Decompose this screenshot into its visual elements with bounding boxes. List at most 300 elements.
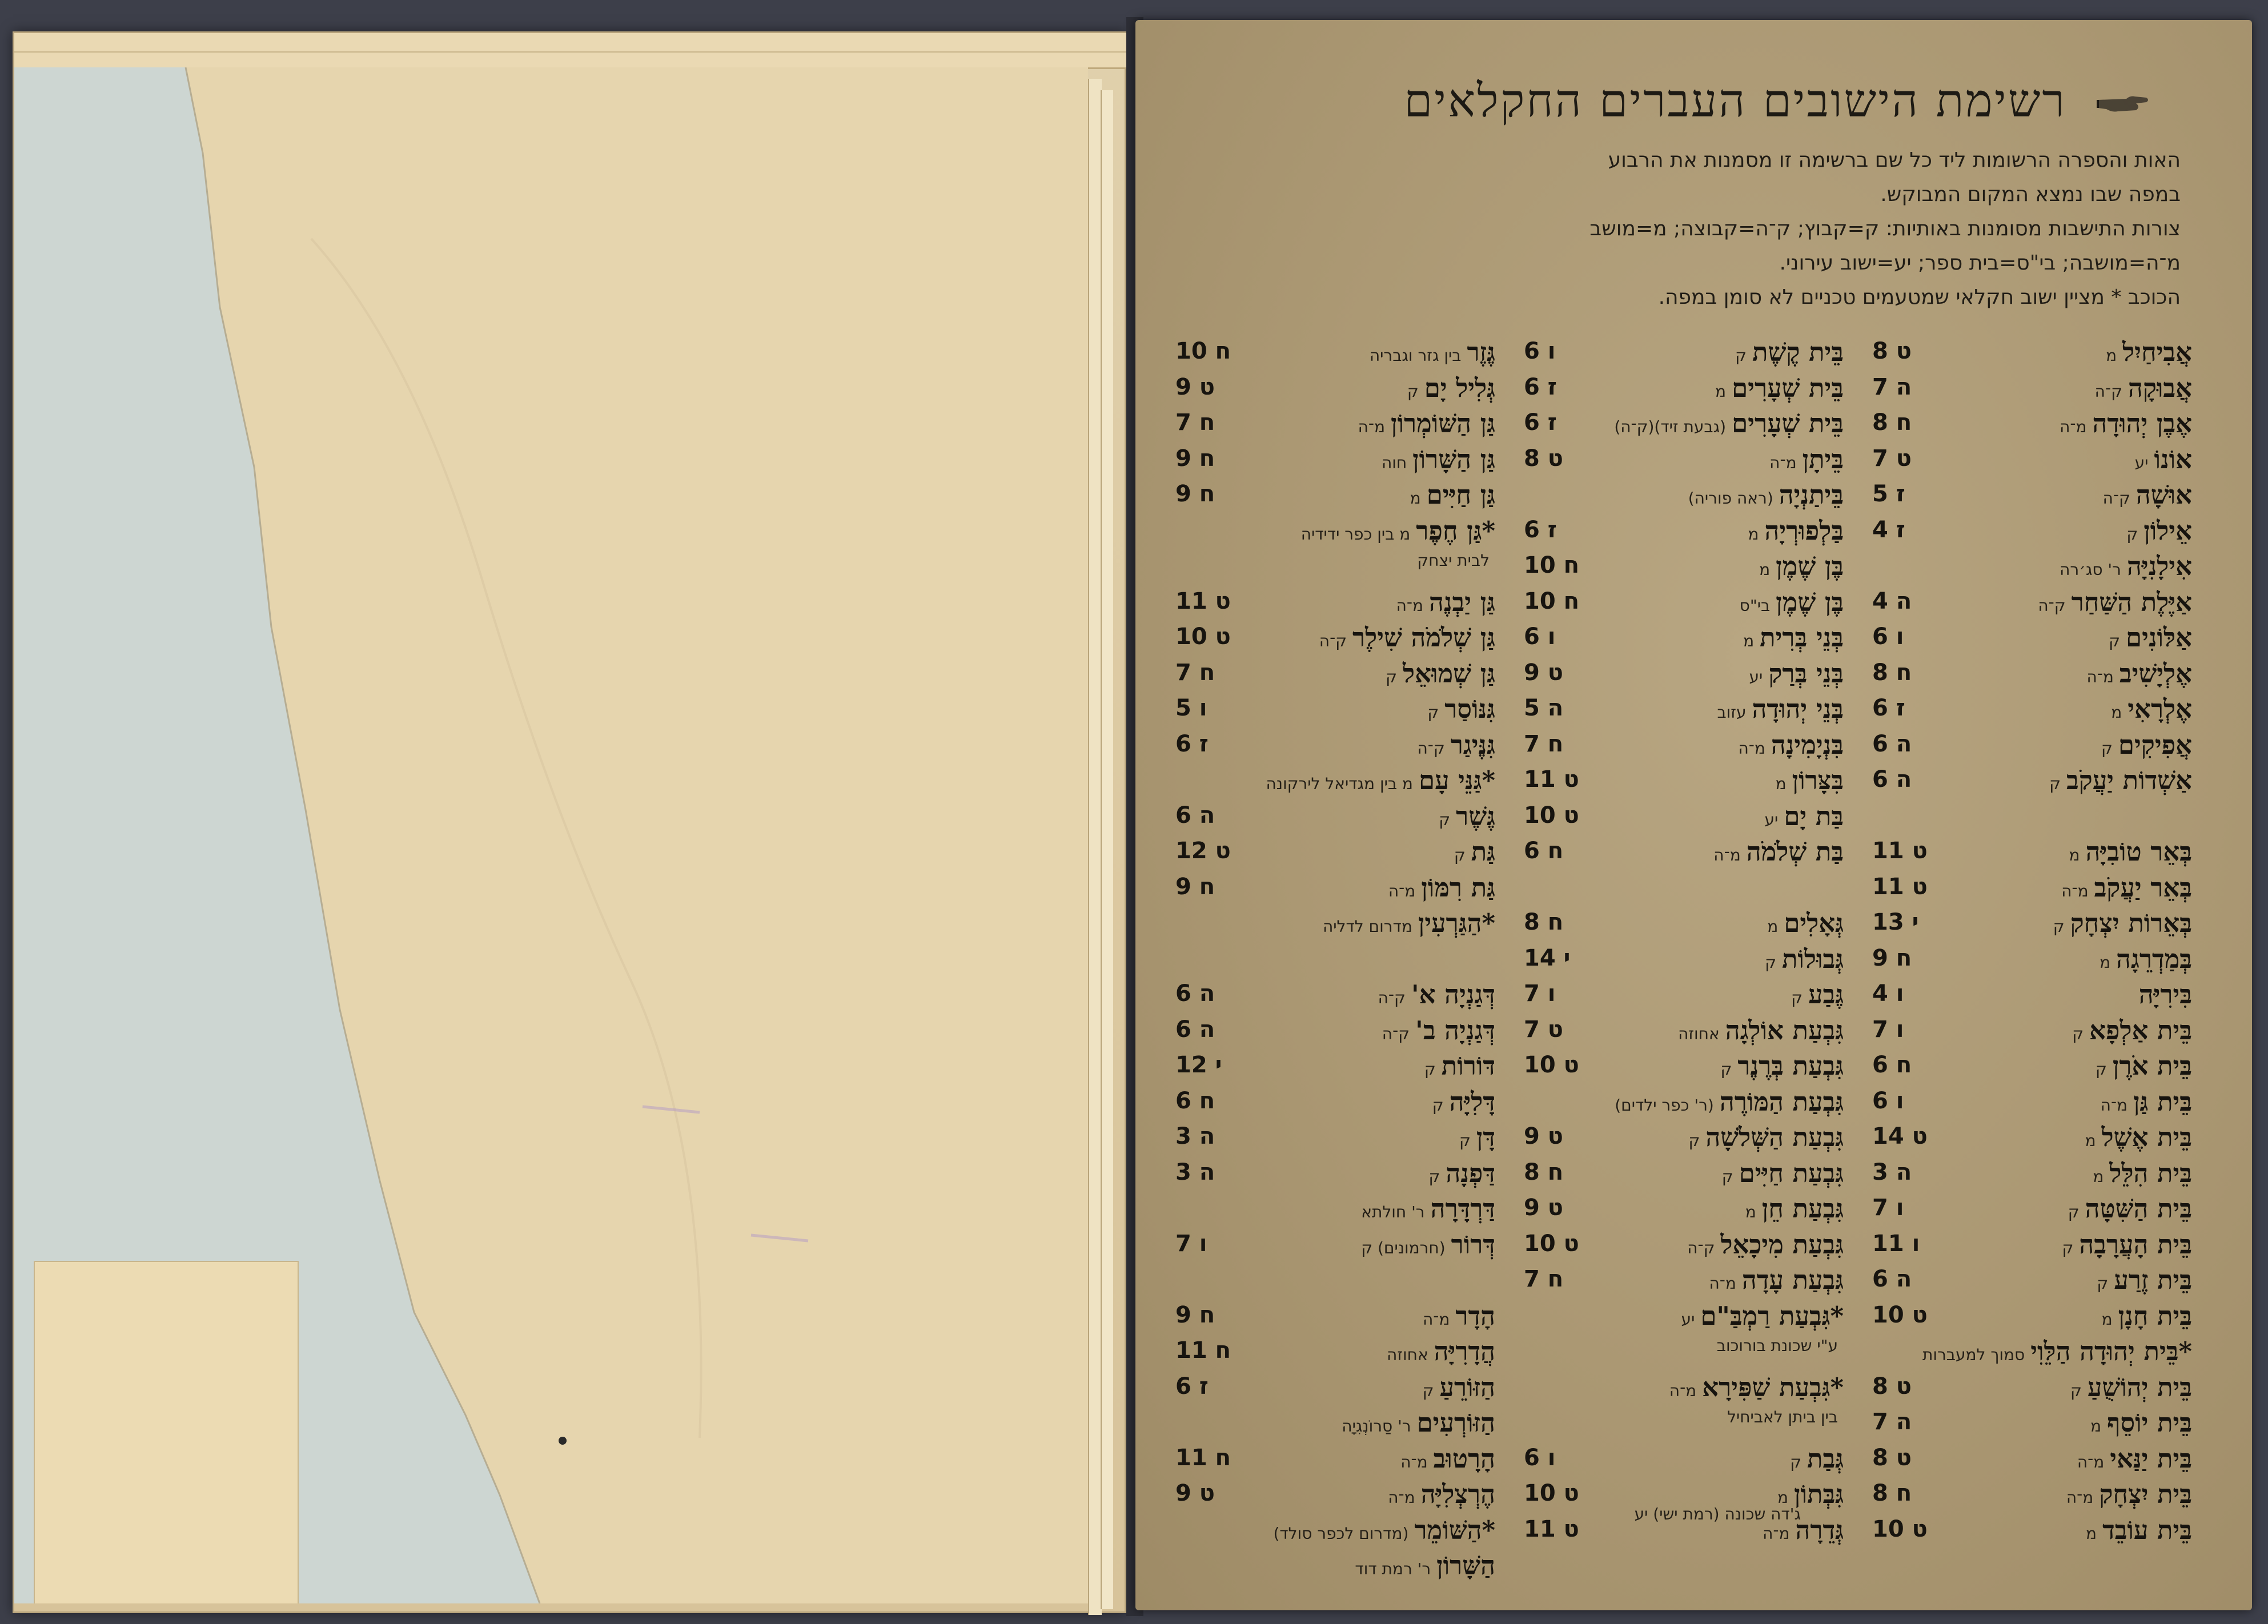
settlement-name-text: בֵּית יַנַּאי <box>2110 1443 2192 1474</box>
settlement-name <box>1427 694 1495 724</box>
settlement-entry <box>1524 1408 1844 1442</box>
settlement-entry <box>1175 908 1495 942</box>
settlement-name-text: גִּבְעַת הַמּוֹרֶה <box>1719 1086 1844 1117</box>
settlement-name <box>1765 801 1844 831</box>
settlement-entry <box>1872 408 2192 443</box>
settlement-name-text: בֶּן שֶׁמֶן <box>1776 586 1844 617</box>
grid-coordinate: ט 10 <box>1872 1516 1928 1542</box>
settlement-name <box>1417 551 1495 570</box>
settlement-name <box>2097 1265 2192 1295</box>
settlement-name <box>1749 658 1844 689</box>
settlement-name <box>1423 1372 1495 1402</box>
settlement-entry <box>1872 765 2192 799</box>
settlement-entry <box>1175 1444 1495 1478</box>
grid-coordinate: ט 11 <box>1175 588 1231 614</box>
settlement-name <box>1767 908 1844 938</box>
settlement-type-note: מדרום לדליה <box>1322 917 1412 936</box>
settlement-name <box>1428 1158 1495 1188</box>
grid-coordinate: ח 7 <box>1524 1266 1564 1292</box>
settlement-name-text: *הַשּׁוֹמֵר <box>1414 1514 1495 1545</box>
settlement-type-note: ק־ה <box>1382 1024 1410 1043</box>
grid-coordinate: ט 11 <box>1872 873 1928 900</box>
settlement-name <box>1669 1372 1844 1402</box>
settlement-entry <box>1175 1550 1495 1585</box>
settlement-name <box>1323 908 1495 938</box>
grid-coordinate: ז 4 <box>1872 516 1905 543</box>
settlement-name-text: דַּפְנָה <box>1446 1157 1495 1188</box>
settlement-entry <box>1175 873 1495 907</box>
settlement-entry <box>1872 1408 2192 1442</box>
settlement-type-note: ק <box>1791 988 1803 1007</box>
settlement-name-text: בְּנֵי בְּרִית <box>1760 622 1844 653</box>
grid-coordinate: ט 10 <box>1524 1480 1579 1506</box>
grid-coordinate: ז 6 <box>1524 409 1557 436</box>
settlement-name <box>1273 1515 1495 1545</box>
settlement-name-text: אֶלְיָשִׁיב <box>2119 658 2192 689</box>
settlement-name <box>2061 873 2192 903</box>
settlement-entry <box>1524 801 1844 835</box>
settlement-name-text: בֵּית שְׁעָרִים <box>1732 372 1844 403</box>
settlement-name <box>2049 765 2192 795</box>
settlement-entry <box>1175 1265 1495 1299</box>
settlement-name <box>2072 1015 2192 1046</box>
settlement-name-text: הַזּוֹרְעִים <box>1416 1408 1495 1438</box>
settlement-name-text: בֵּית קֶשֶׁת <box>1752 337 1844 367</box>
settlement-entry <box>1872 908 2192 942</box>
settlement-name-text: דָּלִיָּה <box>1449 1086 1495 1117</box>
settlement-entry <box>1175 1515 1495 1549</box>
settlement-entry <box>1524 658 1844 693</box>
settlement-type-note: יע <box>1749 667 1763 686</box>
settlement-type-note: ק <box>1427 703 1439 722</box>
settlement-list-page <box>1135 20 2252 1610</box>
grid-coordinate: ה 7 <box>1872 1409 1912 1435</box>
settlement-name-text: אֲבוּקָה <box>2127 372 2192 403</box>
settlement-name <box>1361 1193 1495 1224</box>
settlement-name-text: בֵּית אֶשֶׁל <box>2101 1122 2192 1152</box>
settlement-entry <box>1524 1229 1844 1264</box>
settlement-type-note: מ <box>2100 952 2111 972</box>
grid-coordinate: ו 7 <box>1524 980 1556 1007</box>
grid-coordinate: ו 6 <box>1872 624 1904 650</box>
settlement-type-note: ק <box>1765 952 1776 972</box>
settlement-name <box>2133 979 2192 1010</box>
settlement-name-text: גִּנֶּיגַר <box>1450 729 1495 760</box>
settlement-name-text: בֵּית יוֹסֵף <box>2107 1408 2192 1438</box>
settlement-type-note: מ <box>1767 917 1779 936</box>
settlement-type-note: ק־ה <box>1319 632 1347 650</box>
settlement-type-note: מ <box>2106 346 2117 365</box>
settlement-entry <box>1524 480 1844 514</box>
settlement-name <box>1740 587 1844 617</box>
settlement-type-note: ק <box>1721 1167 1733 1186</box>
settlement-name-text: אֵילוֹן <box>2143 515 2192 546</box>
settlement-entry <box>1872 1479 2192 1513</box>
settlement-type-note: מ־ה <box>1769 453 1797 472</box>
grid-coordinate: ט 11 <box>1872 838 1928 864</box>
settlement-entry <box>1872 1193 2192 1228</box>
settlement-name <box>1454 837 1495 867</box>
settlement-type-note: סמוך למעברות <box>1922 1345 2025 1364</box>
settlement-entry <box>1175 480 1495 514</box>
grid-coordinate: ט 10 <box>1524 802 1579 829</box>
settlement-type-note: מ־ה <box>1713 846 1741 865</box>
settlement-name <box>2086 658 2192 689</box>
settlement-type-note: (חרמונים) ק <box>1361 1238 1446 1257</box>
grid-coordinate: ז 6 <box>1175 730 1209 757</box>
settlement-type-note: (ראה פוריה) <box>1688 489 1773 508</box>
settlement-entry <box>1175 408 1495 443</box>
folded-map-back <box>13 31 1126 1613</box>
settlement-name-text: גִּבְעַת הַשְּׁלֹשָׁה <box>1705 1122 1844 1152</box>
settlement-type-note: ק <box>1790 1452 1802 1472</box>
settlement-entry <box>1872 551 2192 585</box>
settlement-name <box>1765 944 1844 974</box>
grid-coordinate: ו 7 <box>1175 1230 1207 1257</box>
grid-coordinate: ח 8 <box>1872 409 1912 436</box>
settlement-entry <box>1872 373 2192 407</box>
grid-coordinate: ח 8 <box>1524 1159 1564 1185</box>
settlement-name-text: גַּת <box>1471 837 1495 867</box>
grid-coordinate: ח 11 <box>1175 1444 1231 1471</box>
settlement-name-text: בֵּית אַלְפָא <box>2089 1015 2192 1046</box>
settlement-name <box>1417 730 1495 760</box>
settlement-name <box>1717 1336 1844 1355</box>
settlement-entry <box>1524 1122 1844 1156</box>
settlement-name-text: בֵּית הִלֵּל <box>2109 1157 2192 1188</box>
settlement-entry <box>1524 1444 1844 1478</box>
settlement-name-text: *בֵּית יְהוּדָה הַלֵּוִי <box>2030 1336 2192 1366</box>
settlement-name-text: הַזּוֹרֵעַ <box>1439 1372 1495 1402</box>
grid-coordinate: ח 9 <box>1175 1301 1215 1328</box>
settlement-type-note: ק <box>1735 346 1747 365</box>
settlement-type-note: ק <box>1439 810 1451 829</box>
settlement-name-text: דַּרְדָּרָה <box>1430 1193 1495 1224</box>
grid-coordinate: ז 5 <box>1872 481 1905 507</box>
settlement-name-text: בֵּית גַּן <box>2133 1086 2192 1117</box>
settlement-name-text: גַּן שְׁמוּאֵל <box>1403 658 1495 689</box>
settlement-type-note: מ־ה <box>2060 417 2087 436</box>
settlement-entry <box>1175 444 1495 479</box>
settlement-type-note: מ בין כפר ידידיה <box>1300 524 1411 544</box>
settlement-name-text: הֲדָרִיָּה <box>1434 1336 1495 1366</box>
grid-coordinate: ט 10 <box>1872 1301 1928 1328</box>
settlement-entry <box>1524 1301 1844 1335</box>
settlement-name-text: דְּגַנְיָה ב' <box>1415 1015 1495 1046</box>
settlement-name <box>2077 1444 2192 1474</box>
settlement-name-text: גְּאָלִים <box>1784 908 1844 938</box>
intro-line-4: מ־ה=מושבה; בי"ס=בית ספר; יע=ישוב עירוני. <box>1779 251 2181 275</box>
settlement-entry <box>1175 1158 1495 1192</box>
settlement-type-note: מ <box>1777 1488 1789 1507</box>
grid-coordinate: ה 4 <box>1872 588 1912 614</box>
settlement-name-text: גֶּבַע <box>1808 979 1844 1010</box>
grid-coordinate: ח 8 <box>1524 909 1564 935</box>
settlement-type-note: יע <box>1681 1309 1695 1329</box>
settlement-name-text: *גַּנֵּי עָם <box>1418 765 1495 795</box>
settlement-name-text: דָּן <box>1476 1122 1495 1152</box>
settlement-name-text: גְּדֵרָה <box>1795 1514 1844 1545</box>
settlement-name-text: גִּבְעַת חֵן <box>1761 1193 1844 1224</box>
settlement-name <box>2101 1087 2192 1117</box>
settlement-entry <box>1524 1015 1844 1050</box>
settlement-name <box>1776 765 1844 795</box>
settlement-name <box>1722 1158 1844 1188</box>
settlement-type-note: ק <box>1428 1167 1440 1186</box>
settlement-name-text: גִּבְעַת חַיִּים <box>1739 1157 1844 1188</box>
settlement-entry <box>1872 1515 2192 1549</box>
grid-coordinate: ט 9 <box>1524 1123 1563 1149</box>
settlement-name-text: בְּאֵר טוֹבִיָּה <box>2085 837 2192 867</box>
settlement-entry <box>1872 337 2192 371</box>
settlement-type-note: ק <box>1386 667 1398 686</box>
settlement-entry <box>1872 516 2192 550</box>
grid-coordinate: ח 6 <box>1872 1052 1912 1078</box>
settlement-type-note: ק <box>1454 846 1466 865</box>
grid-coordinate: ז 6 <box>1524 373 1557 400</box>
settlement-type-note: מ־ה <box>2086 667 2114 686</box>
fold-layer <box>1101 90 1113 1609</box>
settlement-entry <box>1872 801 2192 835</box>
settlement-name-text: הָרָטוּב <box>1433 1443 1495 1474</box>
settlement-name-text: בְּנֵי בְּרַק <box>1768 658 1844 689</box>
settlement-name <box>2135 444 2192 475</box>
settlement-type-note: ק <box>1422 1381 1434 1400</box>
settlement-name <box>1922 1336 2192 1366</box>
settlement-entry <box>1872 1015 2192 1050</box>
settlement-type-note: מ <box>1715 381 1727 401</box>
settlement-entry <box>1524 1158 1844 1192</box>
settlement-type-note: ק <box>2072 1024 2084 1043</box>
grid-coordinate: ה 6 <box>1872 1266 1912 1292</box>
settlement-type-note: ק <box>2053 917 2065 936</box>
grid-coordinate: ו 11 <box>1872 1230 1920 1257</box>
settlement-name <box>1735 337 1844 367</box>
settlement-name <box>1387 1336 1495 1366</box>
settlement-type-note: מ־ה <box>1388 881 1416 901</box>
grid-coordinate: ט 11 <box>1524 1516 1579 1542</box>
settlement-entry <box>1175 587 1495 621</box>
settlement-name-text: בֵּית שְׁעָרִים <box>1732 408 1844 439</box>
settlement-entry <box>1175 979 1495 1014</box>
settlement-type-note: בי"ס <box>1739 596 1771 615</box>
grid-coordinate: ז 6 <box>1524 516 1557 543</box>
settlement-type-note: ק <box>2097 1274 2109 1293</box>
settlement-entry <box>1175 801 1495 835</box>
grid-coordinate: ח 6 <box>1524 838 1564 864</box>
settlement-name <box>1407 373 1495 403</box>
settlement-name <box>2100 944 2192 974</box>
settlement-entry <box>1175 373 1495 407</box>
settlement-name-text: גְּבַת <box>1807 1443 1844 1474</box>
settlement-name-text: בֵּית יִצְחָק <box>2099 1479 2192 1509</box>
settlement-type-note: מ־ה <box>1388 1488 1415 1507</box>
settlement-name-text: גַּן שְׁלֹמֹה שִׁילֶר <box>1352 622 1495 653</box>
settlement-type-note: מ <box>2101 1309 2113 1329</box>
settlement-type-note: ק־ה <box>2102 489 2130 508</box>
grid-coordinate: ה 6 <box>1872 766 1912 793</box>
settlement-type-note: ק <box>2126 524 2138 544</box>
grid-coordinate: י 14 <box>1524 944 1571 971</box>
grid-coordinate: ו 4 <box>1872 980 1904 1007</box>
settlement-type-note: יע <box>2134 453 2149 472</box>
settlement-name <box>1388 1479 1495 1509</box>
settlement-name-text: בֵּית חָנָן <box>2118 1300 2192 1331</box>
settlement-entry <box>1872 1372 2192 1406</box>
settlement-type-note: ר' חולתא <box>1361 1203 1425 1221</box>
settlement-entry <box>1175 1087 1495 1121</box>
settlement-entry <box>1524 622 1844 657</box>
settlement-name <box>1342 1408 1495 1438</box>
grid-coordinate: ט 9 <box>1524 1195 1563 1221</box>
settlement-entry <box>1175 551 1495 585</box>
settlement-type-note: ק <box>2096 1060 2107 1079</box>
settlement-type-note: ר' רמת דוד <box>1355 1559 1431 1578</box>
intro-line-5: הכוכב * מציין ישוב חקלאי שמטעמים טכניים לא סומן במפה. <box>1658 286 2181 309</box>
grid-coordinate: ט 9 <box>1175 373 1215 400</box>
settlement-name <box>1614 408 1844 439</box>
settlement-entry <box>1524 587 1844 621</box>
intro-line-3: צורות התישבות מסומנות באותיות: ק=קבוץ; ק־ה=קבוצה; מ=מושב <box>1589 217 2181 240</box>
settlement-name <box>2095 373 2192 403</box>
settlement-entry <box>1524 730 1844 764</box>
settlement-name <box>1382 444 1495 475</box>
settlement-type-note: ק <box>2101 738 2113 758</box>
settlement-type-note: בין ביתן לאביחיל <box>1727 1408 1838 1426</box>
settlement-name <box>1738 730 1844 760</box>
settlement-type-note: מ <box>2111 703 2122 722</box>
settlement-name-text: גִּנּוֹסַר <box>1444 694 1495 724</box>
settlement-entry <box>1524 444 1844 479</box>
settlement-name <box>1681 1301 1844 1331</box>
settlement-type-note: מ <box>1745 1203 1756 1221</box>
settlement-type-note: ק־ה <box>1687 1238 1715 1257</box>
settlement-name-text: בֵּית הָעֲרָבָה <box>2079 1229 2192 1260</box>
extra-note: ג'דה שכונה (רמת ישי) יע <box>1634 1505 1801 1523</box>
settlement-entry <box>1175 730 1495 764</box>
settlement-name <box>2109 622 2192 653</box>
settlement-name <box>1358 408 1495 439</box>
settlement-entry <box>1524 1336 1844 1370</box>
grid-coordinate: ה 6 <box>1175 1016 1215 1043</box>
settlement-entry <box>1872 873 2192 907</box>
settlement-name-text: גִּבְעַת מִיכָאֵל <box>1720 1229 1844 1260</box>
settlement-name-text: גִּבְעַת אוֹלְגָה <box>1725 1015 1844 1046</box>
settlement-name <box>1382 1015 1495 1046</box>
settlement-name-text: אֲבִיחַיִל <box>2122 337 2192 367</box>
settlement-name-text: בֵּיתַנְיָה <box>1779 480 1844 510</box>
settlement-name <box>2093 1158 2192 1188</box>
settlement-name <box>1396 587 1495 617</box>
settlement-name-text: בַּת שְׁלֹמֹה <box>1746 837 1844 867</box>
grid-coordinate: י 13 <box>1872 909 1919 935</box>
settlement-name-text: גֶּשֶׁר <box>1456 801 1495 831</box>
settlement-name-text: גִּבְעַת עָדָה <box>1741 1265 1844 1295</box>
settlement-type-note: אחוזה <box>1678 1024 1720 1043</box>
settlement-name <box>1727 1408 1844 1426</box>
settlement-type-note: מ <box>2069 846 2080 865</box>
settlement-name <box>1410 480 1495 510</box>
grid-coordinate: ו 5 <box>1175 695 1207 721</box>
settlement-name <box>2038 587 2192 617</box>
settlement-name-text: גַּן הַשּׁוֹמְרוֹן <box>1390 408 1495 439</box>
settlement-name <box>1388 873 1495 903</box>
settlement-entry <box>1524 979 1844 1014</box>
settlement-name <box>1688 1122 1844 1152</box>
settlement-name-text: אֲפִיקִים <box>2118 729 2192 760</box>
settlement-entry <box>1524 408 1844 443</box>
settlement-name-text: דְּגַנְיָה א' <box>1411 979 1495 1010</box>
grid-coordinate: ח 7 <box>1524 730 1564 757</box>
grid-coordinate: ח 11 <box>1175 1337 1231 1364</box>
settlement-type-note: מ <box>2093 1167 2104 1186</box>
settlement-entry <box>1524 908 1844 942</box>
settlement-entry <box>1175 337 1495 371</box>
settlement-entry <box>1175 1015 1495 1050</box>
settlement-entry <box>1524 337 1844 371</box>
settlement-entry <box>1872 480 2192 514</box>
settlement-entry <box>1175 1372 1495 1406</box>
settlement-name <box>2085 1122 2192 1152</box>
settlement-type-note: ר' סַרוֹנְגִיָה <box>1342 1417 1411 1436</box>
settlement-entry <box>1872 1158 2192 1192</box>
grid-coordinate: ט 9 <box>1524 659 1563 686</box>
settlement-type-note: מ־ה <box>1358 417 1385 436</box>
grid-coordinate: ו 7 <box>1872 1016 1904 1043</box>
settlement-name-text: גַּן יַבְנֶה <box>1429 586 1495 617</box>
settlement-name-text: בֵּיתָן <box>1802 444 1844 475</box>
grid-coordinate: ט 10 <box>1175 624 1231 650</box>
settlement-entry <box>1872 1229 2192 1264</box>
settlement-name <box>1370 337 1495 367</box>
grid-coordinate: ט 8 <box>1872 338 1912 364</box>
settlement-entry <box>1175 1336 1495 1370</box>
settlement-entry <box>1872 694 2192 728</box>
page-title: רשימת הישובים העברים החקלאים <box>1404 74 2066 127</box>
settlement-entry <box>1872 444 2192 479</box>
fold-layer <box>1088 79 1102 1615</box>
grid-coordinate: ו 6 <box>1872 1087 1904 1114</box>
settlement-name <box>1687 1229 1844 1260</box>
settlement-name <box>1717 694 1844 724</box>
settlement-name <box>1424 1051 1495 1081</box>
settlement-type-note: ק <box>1688 1131 1700 1150</box>
settlement-type-note: מ־ה <box>1396 596 1423 615</box>
settlement-name-text: אֶלְרָאִי <box>2127 694 2192 724</box>
settlement-name <box>1713 837 1844 867</box>
settlement-name <box>2111 694 2192 724</box>
settlement-entry <box>1872 622 2192 657</box>
grid-coordinate: ח 9 <box>1872 944 1912 971</box>
settlement-type-note: ק <box>1459 1131 1471 1150</box>
settlement-type-note: מ <box>1410 489 1421 508</box>
settlement-name-text: הָדָר <box>1455 1300 1495 1331</box>
settlement-name-text: בְּמַדְרֵגָה <box>2116 943 2192 974</box>
settlement-name-text: בֵּית זֶרַע <box>2114 1265 2192 1295</box>
settlement-type-note: אחוזה <box>1387 1345 1428 1364</box>
settlement-type-note: מ־ה <box>2066 1488 2094 1507</box>
grid-coordinate: ט 12 <box>1175 838 1231 864</box>
settlement-name-text: *הַגַּרְעִין <box>1418 908 1495 938</box>
settlement-name-text: הֶרְצְלִיָּה <box>1420 1479 1495 1509</box>
settlement-type-note: ק־ה <box>1378 988 1406 1007</box>
grid-coordinate: ח 8 <box>1872 659 1912 686</box>
settlement-name <box>2106 337 2192 367</box>
settlement-type-note: עזוב <box>1717 703 1747 722</box>
settlement-entry <box>1524 873 1844 907</box>
settlement-entry <box>1524 373 1844 407</box>
settlement-type-note: מ <box>2090 1417 2102 1436</box>
